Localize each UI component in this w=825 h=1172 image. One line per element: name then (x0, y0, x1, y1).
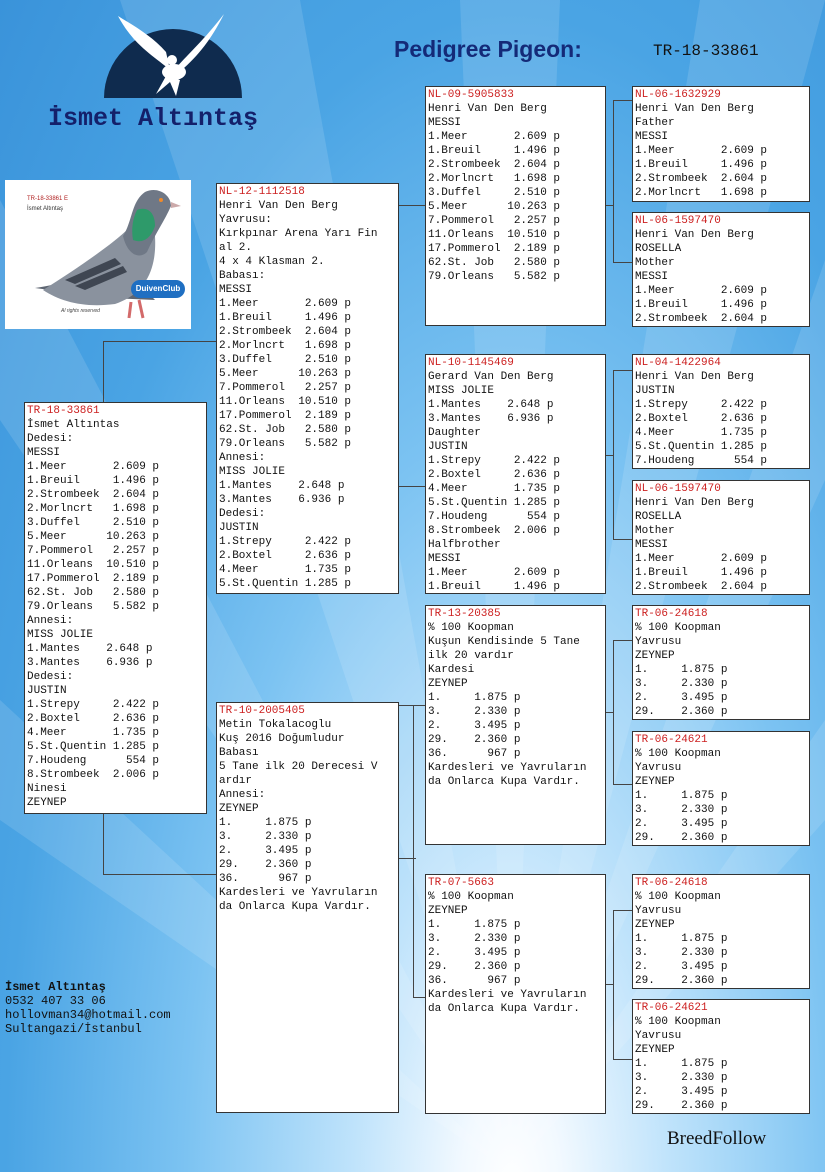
pedigree-line: ZEYNEP (635, 1044, 675, 1056)
pedigree-line: 5 Tane ilk 20 Derecesi V (219, 761, 378, 773)
pedigree-line: Kuşun Kendisinde 5 Tane (428, 636, 580, 648)
ring-number: NL-06-1597470 (635, 483, 721, 495)
photo-caption: Al rights reserved (61, 308, 100, 314)
pedigree-line: 29. 2.360 p (428, 734, 521, 746)
pedigree-line: 11.Orleans 10.510 p (219, 396, 352, 408)
pedigree-line: ZEYNEP (428, 678, 468, 690)
pedigree-line: Yavrusu (635, 905, 682, 917)
pedigree-line: Dedesi: (27, 671, 74, 683)
pedigree-line: Mother (635, 525, 675, 537)
pedigree-line: 3. 2.330 p (428, 706, 521, 718)
pedigree-line: 1. 1.875 p (635, 933, 728, 945)
pedigree-line: 5.St.Quentin 1.285 p (219, 578, 352, 590)
pedigree-line: 1.Breuil 1.496 p (219, 312, 352, 324)
pedigree-line: 1.Breuil 1.496 p (635, 567, 768, 579)
pedigree-box-dam-dam-dam (632, 999, 810, 1114)
pedigree-box-subject (24, 402, 207, 814)
pedigree-line: 2.Strombeek 2.604 p (219, 326, 352, 338)
pedigree-line: 7.Pommerol 2.257 p (428, 215, 561, 227)
pedigree-line: 7.Houdeng 554 p (635, 455, 768, 467)
owner-contact (5, 980, 171, 1036)
pedigree-line: 5.Meer 10.263 p (27, 531, 160, 543)
pedigree-line: 1.Strepy 2.422 p (635, 399, 768, 411)
pedigree-line: 2. 3.495 p (635, 1086, 728, 1098)
pedigree-line: 17.Pommerol 2.189 p (219, 410, 352, 422)
ring-number: NL-06-1597470 (635, 215, 721, 227)
pedigree-line: 1.Breuil 1.496 p (428, 145, 561, 157)
pedigree-line: 11.Orleans 10.510 p (27, 559, 160, 571)
pedigree-line: 4.Meer 1.735 p (219, 564, 352, 576)
pedigree-line: 1.Strepy 2.422 p (219, 536, 352, 548)
pedigree-line: Dedesi: (27, 433, 74, 445)
pedigree-line: Metin Tokalacoglu (219, 719, 332, 731)
pedigree-line: MESSI (27, 447, 61, 459)
pedigree-line: 1.Breuil 1.496 p (635, 159, 768, 171)
pigeon-illustration (5, 180, 191, 329)
pedigree-line: JUSTIN (428, 441, 468, 453)
pedigree-line: 2.Morlncrt 1.698 p (428, 173, 561, 185)
pedigree-line: Annesi: (27, 615, 74, 627)
pedigree-box-sire-dam (425, 354, 606, 594)
main-ring-number: TR-18-33861 (653, 42, 759, 60)
pedigree-line: 11.Orleans 10.510 p (428, 229, 561, 241)
pedigree-line: Daughter (428, 427, 481, 439)
pedigree-line: MISS JOLIE (219, 466, 286, 478)
duivenclub-badge-text: DuivenClub (135, 284, 181, 293)
pedigree-line: Annesi: (219, 452, 266, 464)
pedigree-line: ardır (219, 775, 253, 787)
pedigree-line: 29. 2.360 p (635, 706, 728, 718)
pedigree-box-dam (216, 702, 399, 1113)
pedigree-line: Dedesi: (219, 508, 266, 520)
pedigree-line: 2.Strombeek 2.604 p (635, 581, 768, 593)
pedigree-line: 79.Orleans 5.582 p (219, 438, 352, 450)
pedigree-line: MISS JOLIE (27, 629, 94, 641)
pedigree-line: 2.Strombeek 2.604 p (635, 173, 768, 185)
pedigree-line: Annesi: (219, 789, 266, 801)
photo-ring-text: TR-18-33861 E (27, 196, 69, 202)
pedigree-line: 1. 1.875 p (635, 664, 728, 676)
pedigree-line: 1.Breuil 1.496 p (27, 475, 160, 487)
pedigree-line: 5.Meer 10.263 p (219, 368, 352, 380)
pedigree-line: 3. 2.330 p (428, 933, 521, 945)
pedigree-line: ZEYNEP (27, 797, 67, 809)
pedigree-line: JUSTIN (219, 522, 259, 534)
pedigree-line: 5.St.Quentin 1.285 p (428, 497, 561, 509)
pedigree-line: 79.Orleans 5.582 p (27, 601, 160, 613)
ring-number: TR-18-33861 (27, 405, 100, 417)
pedigree-line: 2.Morlncrt 1.698 p (219, 340, 352, 352)
pedigree-line: Gerard Van Den Berg (428, 371, 554, 383)
pedigree-line: da Onlarca Kupa Vardır. (428, 776, 580, 788)
pedigree-line: Yavrusu (635, 636, 682, 648)
pedigree-line: 17.Pommerol 2.189 p (428, 243, 561, 255)
pedigree-line: 17.Pommerol 2.189 p (27, 573, 160, 585)
pedigree-line: 2. 3.495 p (428, 720, 521, 732)
pedigree-line: 1.Mantes 2.648 p (27, 643, 153, 655)
pedigree-line: 29. 2.360 p (428, 961, 521, 973)
pedigree-box-dam-sire (425, 605, 606, 845)
pedigree-line: İsmet Altıntas (27, 419, 120, 431)
ring-number: NL-10-1145469 (428, 357, 514, 369)
pedigree-line: Yavrusu: (219, 214, 272, 226)
pedigree-line: 8.Strombeek 2.006 p (428, 525, 561, 537)
pedigree-line: Mother (635, 257, 675, 269)
ring-number: TR-06-24621 (635, 734, 708, 746)
page-heading: Pedigree Pigeon: (394, 36, 582, 62)
ring-number: TR-06-24618 (635, 877, 708, 889)
pedigree-box-dam-dam (425, 874, 606, 1114)
pedigree-line: 1. 1.875 p (219, 817, 312, 829)
ring-number: TR-06-24618 (635, 608, 708, 620)
pedigree-line: Babası: (219, 270, 266, 282)
pedigree-line: 2.Strombeek 2.604 p (428, 159, 561, 171)
pedigree-line: ZEYNEP (219, 803, 259, 815)
pedigree-line: 2.Boxtel 2.636 p (219, 550, 352, 562)
pedigree-line: 2. 3.495 p (635, 692, 728, 704)
pigeon-photo (5, 180, 191, 329)
pedigree-line: 3. 2.330 p (635, 947, 728, 959)
pedigree-line: 1. 1.875 p (428, 692, 521, 704)
pedigree-line: 1. 1.875 p (428, 919, 521, 931)
pedigree-line: 2. 3.495 p (635, 818, 728, 830)
pedigree-line: Henri Van Den Berg (635, 229, 754, 241)
pedigree-line: Henri Van Den Berg (428, 103, 547, 115)
ring-number: NL-09-5905833 (428, 89, 514, 101)
pedigree-line: 2.Boxtel 2.636 p (27, 713, 160, 725)
pedigree-line: MESSI (428, 553, 462, 565)
pedigree-line: 3.Duffel 2.510 p (27, 517, 160, 529)
pedigree-line: 2.Boxtel 2.636 p (635, 413, 768, 425)
pedigree-line: 1.Mantes 2.648 p (428, 399, 554, 411)
pedigree-box-sire-sire-sire (632, 86, 810, 202)
pedigree-line: 36. 967 p (428, 748, 521, 760)
pedigree-line: Henri Van Den Berg (635, 103, 754, 115)
dove-logo (104, 12, 242, 98)
pedigree-line: % 100 Koopman (635, 622, 721, 634)
pedigree-line: Kardesleri ve Yavruların (219, 887, 378, 899)
pedigree-line: 1.Strepy 2.422 p (27, 699, 160, 711)
pedigree-line: Kardesleri ve Yavruların (428, 989, 587, 1001)
pedigree-line: MESSI (635, 539, 669, 551)
pedigree-line: 2. 3.495 p (428, 947, 521, 959)
pedigree-line: % 100 Koopman (635, 891, 721, 903)
pedigree-line: MESSI (219, 284, 253, 296)
pedigree-line: 3. 2.330 p (635, 804, 728, 816)
contact-city: Sultangazi/İstanbul (5, 1022, 142, 1036)
contact-email: hollovman34@hotmail.com (5, 1008, 171, 1022)
pedigree-line: 29. 2.360 p (635, 832, 728, 844)
pedigree-line: 1. 1.875 p (635, 1058, 728, 1070)
pedigree-line: MESSI (635, 131, 669, 143)
pedigree-line: 8.Strombeek 2.006 p (27, 769, 160, 781)
pedigree-line: ROSELLA (635, 511, 682, 523)
pedigree-line: 2.Strombeek 2.604 p (27, 489, 160, 501)
pedigree-line: 62.St. Job 2.580 p (219, 424, 352, 436)
pedigree-line: Yavrusu (635, 1030, 682, 1042)
pedigree-line: 1.Strepy 2.422 p (428, 455, 561, 467)
contact-phone: 0532 407 33 06 (5, 994, 106, 1008)
pedigree-line: 1.Meer 2.609 p (635, 145, 768, 157)
pedigree-line: 2.Strombeek 2.604 p (635, 313, 768, 325)
pedigree-line: % 100 Koopman (635, 1016, 721, 1028)
pedigree-line: ilk 20 vardır (428, 650, 514, 662)
pedigree-line: Yavrusu (635, 762, 682, 774)
pedigree-line: Henri Van Den Berg (635, 371, 754, 383)
pedigree-line: 36. 967 p (428, 975, 521, 987)
pedigree-line: 7.Pommerol 2.257 p (27, 545, 160, 557)
pedigree-line: 4.Meer 1.735 p (428, 483, 561, 495)
pedigree-box-dam-sire-dam (632, 731, 810, 846)
duivenclub-badge (131, 280, 185, 298)
pedigree-line: JUSTIN (635, 385, 675, 397)
ring-number: NL-04-1422964 (635, 357, 721, 369)
owner-title: İsmet Altıntaş (48, 104, 259, 133)
pedigree-line: 4.Meer 1.735 p (635, 427, 768, 439)
pedigree-line: 29. 2.360 p (219, 859, 312, 871)
pedigree-line: 2. 3.495 p (635, 961, 728, 973)
pedigree-line: MESSI (428, 117, 462, 129)
pedigree-line: 3. 2.330 p (635, 1072, 728, 1084)
pedigree-line: % 100 Koopman (635, 748, 721, 760)
pedigree-line: 5.St.Quentin 1.285 p (635, 441, 768, 453)
pedigree-line: 1.Meer 2.609 p (428, 131, 561, 143)
pedigree-line: da Onlarca Kupa Vardır. (219, 901, 371, 913)
contact-name: İsmet Altıntaş (5, 980, 106, 994)
pedigree-line: 1.Meer 2.609 p (27, 461, 160, 473)
pedigree-line: MESSI (635, 271, 669, 283)
ring-number: TR-13-20385 (428, 608, 501, 620)
pedigree-line: 3. 2.330 p (219, 831, 312, 843)
pedigree-line: Kırkpınar Arena Yarı Fin (219, 228, 378, 240)
pedigree-line: ROSELLA (635, 243, 682, 255)
pedigree-line: 62.St. Job 2.580 p (27, 587, 160, 599)
pedigree-line: 1.Breuil 1.496 p (428, 581, 561, 593)
pedigree-line: 3.Duffel 2.510 p (219, 354, 352, 366)
pedigree-line: 2.Morlncrt 1.698 p (27, 503, 160, 515)
pedigree-line: 4 x 4 Klasman 2. (219, 256, 325, 268)
pedigree-line: 29. 2.360 p (635, 975, 728, 987)
pedigree-line: ZEYNEP (635, 776, 675, 788)
pedigree-line: 5.St.Quentin 1.285 p (27, 741, 160, 753)
pedigree-line: 2. 3.495 p (219, 845, 312, 857)
pedigree-line: 1.Meer 2.609 p (635, 553, 768, 565)
pedigree-line: Kardesleri ve Yavruların (428, 762, 587, 774)
pedigree-line: 3.Mantes 6.936 p (27, 657, 153, 669)
pedigree-line: 36. 967 p (219, 873, 312, 885)
pedigree-line: % 100 Koopman (428, 891, 514, 903)
pedigree-box-dam-sire-sire (632, 605, 810, 720)
pedigree-box-sire-dam-dam (632, 480, 810, 595)
pedigree-line: 1.Meer 2.609 p (635, 285, 768, 297)
breedfollow-brand: BreedFollow (667, 1128, 767, 1149)
ring-number: TR-10-2005405 (219, 705, 305, 717)
pedigree-line: 1. 1.875 p (635, 790, 728, 802)
pedigree-line: Ninesi (27, 783, 67, 795)
pedigree-line: 62.St. Job 2.580 p (428, 257, 561, 269)
pedigree-line: 29. 2.360 p (635, 1100, 728, 1112)
pedigree-line: da Onlarca Kupa Vardır. (428, 1003, 580, 1015)
pedigree-line: Halfbrother (428, 539, 501, 551)
pedigree-line: ZEYNEP (635, 650, 675, 662)
pedigree-line: Father (635, 117, 675, 129)
pedigree-line: 1.Mantes 2.648 p (219, 480, 345, 492)
pedigree-line: 2.Boxtel 2.636 p (428, 469, 561, 481)
pedigree-line: 7.Pommerol 2.257 p (219, 382, 352, 394)
pedigree-line: 3. 2.330 p (635, 678, 728, 690)
pedigree-line: 1.Meer 2.609 p (219, 298, 352, 310)
pedigree-box-sire-sire (425, 86, 606, 326)
pedigree-line: 1.Meer 2.609 p (428, 567, 561, 579)
pedigree-line: 1.Breuil 1.496 p (635, 299, 768, 311)
pedigree-box-dam-dam-sire (632, 874, 810, 989)
pedigree-line: % 100 Koopman (428, 622, 514, 634)
pedigree-line: Henri Van Den Berg (635, 497, 754, 509)
ring-number: TR-07-5663 (428, 877, 495, 889)
pedigree-line: 5.Meer 10.263 p (428, 201, 561, 213)
pedigree-box-sire (216, 183, 399, 594)
pedigree-line: ZEYNEP (635, 919, 675, 931)
pedigree-line: 2.Morlncrt 1.698 p (635, 187, 768, 199)
pedigree-line: 79.Orleans 5.582 p (428, 271, 561, 283)
pedigree-line: Kuş 2016 Doğumludur (219, 733, 345, 745)
pedigree-line: 3.Mantes 6.936 p (428, 413, 554, 425)
pedigree-line: Kardesi (428, 664, 475, 676)
pedigree-box-sire-dam-sire (632, 354, 810, 469)
pedigree-line: 7.Houdeng 554 p (27, 755, 160, 767)
pedigree-line: 3.Duffel 2.510 p (428, 187, 561, 199)
photo-owner-text: İsmet Altıntaş (27, 206, 64, 212)
ring-number: NL-12-1112518 (219, 186, 305, 198)
pedigree-line: 4.Meer 1.735 p (27, 727, 160, 739)
pedigree-line: al 2. (219, 242, 253, 254)
pedigree-line: ZEYNEP (428, 905, 468, 917)
pedigree-box-sire-sire-dam (632, 212, 810, 327)
pedigree-line: JUSTIN (27, 685, 67, 697)
pedigree-line: Henri Van Den Berg (219, 200, 338, 212)
pedigree-line: 7.Houdeng 554 p (428, 511, 561, 523)
ring-number: NL-06-1632929 (635, 89, 721, 101)
pedigree-line: Babası (219, 747, 259, 759)
ring-number: TR-06-24621 (635, 1002, 708, 1014)
pedigree-line: 3.Mantes 6.936 p (219, 494, 345, 506)
pedigree-line: MISS JOLIE (428, 385, 495, 397)
